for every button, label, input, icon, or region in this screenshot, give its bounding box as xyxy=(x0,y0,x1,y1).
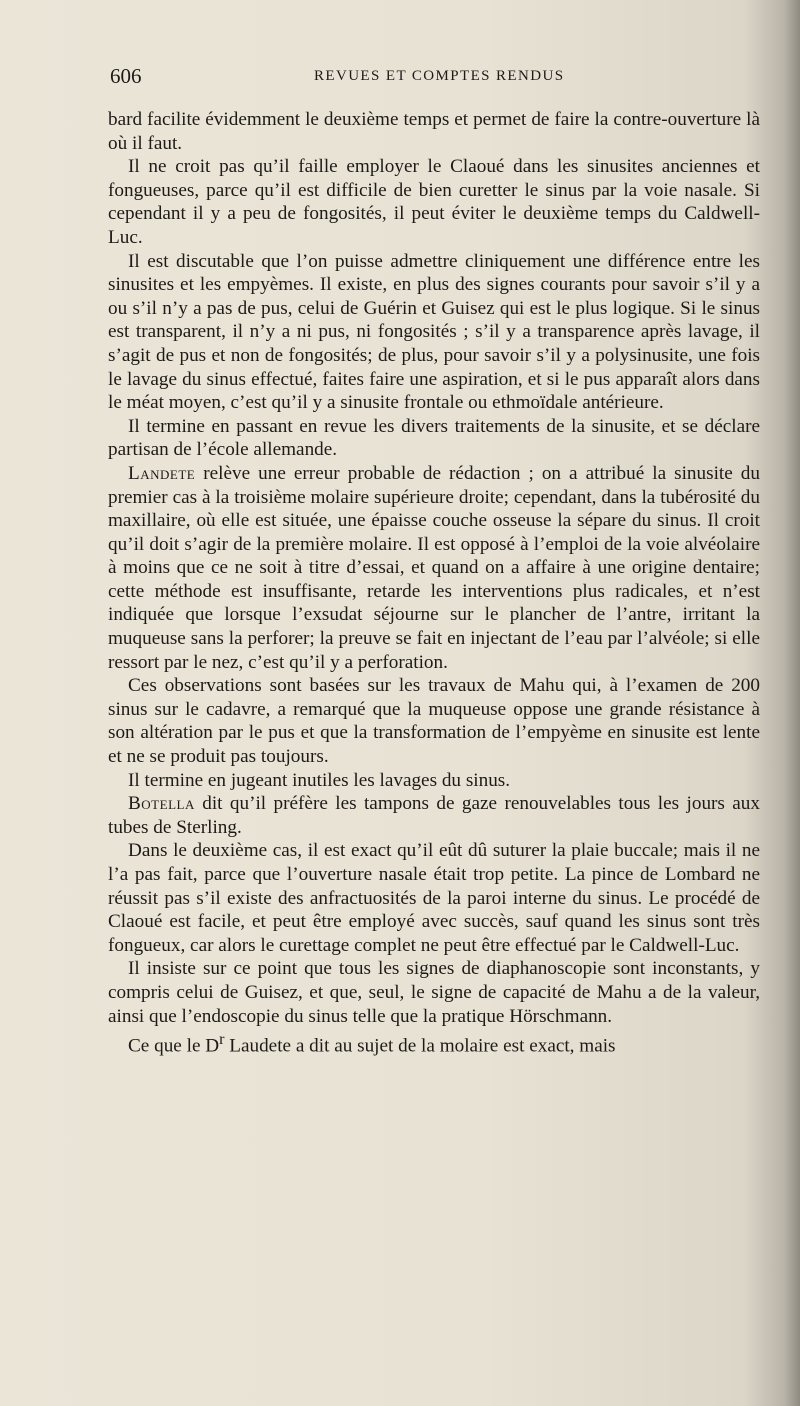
paragraph: Il est discutable que l’on puisse admettre cliniquement une différence entre les sinusites et les empyèmes. Il existe, en plus des signes courants pour savoir s’il y a ou s’il n’y a pas de pus, celui de Guérin et Guisez qui est le plus logique. Si le sinus est transparent, il n’y a ni pus, ni fongosités ; s’il y a transparence après lavage, il s’agit de pus et non de fongosités; de plus, pour savoir s’il y a polysinusite, une fois le lavage du sinus effectué, faites faire une aspiration, et si le pus apparaît alors dans le méat moyen, c’est qu’il y a sinusite frontale ou ethmoïdale antérieure. xyxy=(108,250,760,414)
superscript: r xyxy=(219,1031,225,1049)
paragraph xyxy=(108,1028,760,1058)
page-header xyxy=(110,64,760,94)
paragraph-text: relève une erreur probable de rédaction ; on a attribué la sinusite du premier cas à la troisième molaire supérieure droite; cependant, dans la tubérosité du maxillaire, où elle est située, une épaisse couche osseuse la sépare du sinus. Il croit qu’il doit s’agir de la première molaire. Il est opposé à l’emploi de la voie alvéolaire à moins que ce ne soit à titre d’essai, et quand on a affaire à une origine dentaire; cette méthode est insuffisante, retarde les interventions plus radicales, et n’est indiquée que lorsque l’exsudat séjourne sur le plancher de l’antre, irritant la muqueuse sans la perforer; la preuve se fait en injectant de l’eau par l’alvéole; si elle ressort par le nez, c’est qu’il y a perforation. xyxy=(108,462,760,673)
speaker-name: Botella xyxy=(128,793,195,815)
page-number: 606 xyxy=(110,64,142,88)
paragraph: Il termine en passant en revue les divers traitements de la sinusite, et se déclare partisan de l’école allemande. xyxy=(108,415,760,461)
paragraph: Il insiste sur ce point que tous les signes de diaphanoscopie sont inconstants, y compris celui de Guisez, et que, seul, le signe de capacité de Mahu a de la valeur, ainsi que l’endoscopie du sinus telle que la pratique Hörschmann. xyxy=(108,958,760,1027)
paragraph: bard facilite évidemment le deuxième temps et permet de faire la contre-ouverture là où il faut. xyxy=(108,109,760,154)
paragraph: Il ne croit pas qu’il faille employer le Claoué dans les sinusites anciennes et fongueuses, parce qu’il est difficile de bien curetter le sinus par la voie nasale. Si cependant il y a peu de fongosités, il peut éviter le deuxième temps du Caldwell-Luc. xyxy=(108,156,760,248)
paragraph xyxy=(108,792,760,839)
running-head: REVUES ET COMPTES RENDUS xyxy=(314,68,565,84)
paragraph-text: dit qu’il préfère les tampons de gaze renouvelables tous les jours aux tubes de Sterling. xyxy=(108,793,760,838)
paragraph: Ces observations sont basées sur les travaux de Mahu qui, à l’examen de 200 sinus sur le cadavre, a remarqué que la muqueuse oppose une grande résistance à son altération par le pus et que la transformation de l’empyème en sinusite est lente et ne se produit pas toujours. xyxy=(108,675,760,768)
paragraph-text: Laudete a dit au sujet de la molaire est exact, mais xyxy=(224,1035,616,1057)
paragraph: Dans le deuxième cas, il est exact qu’il eût dû suturer la plaie buccale; mais il ne l’a pas fait, parce que l’ouverture nasale était trop petite. La pince de Lombard ne réussit pas s’il existe des anfractuosités de la paroi interne du sinus. Le procédé de Claoué est facile, et peut être employé avec succès, sauf quand les sinus sont très fongueux, car alors le curettage complet ne peut être effectué par le Caldwell-Luc. xyxy=(108,840,760,956)
paragraph-text: Ce que le D xyxy=(128,1035,220,1057)
speaker-name: Landete xyxy=(128,462,196,484)
paragraph: Il termine en jugeant inutiles les lavages du sinus. xyxy=(128,769,511,791)
body-text xyxy=(108,108,760,1058)
paragraph xyxy=(108,462,760,674)
